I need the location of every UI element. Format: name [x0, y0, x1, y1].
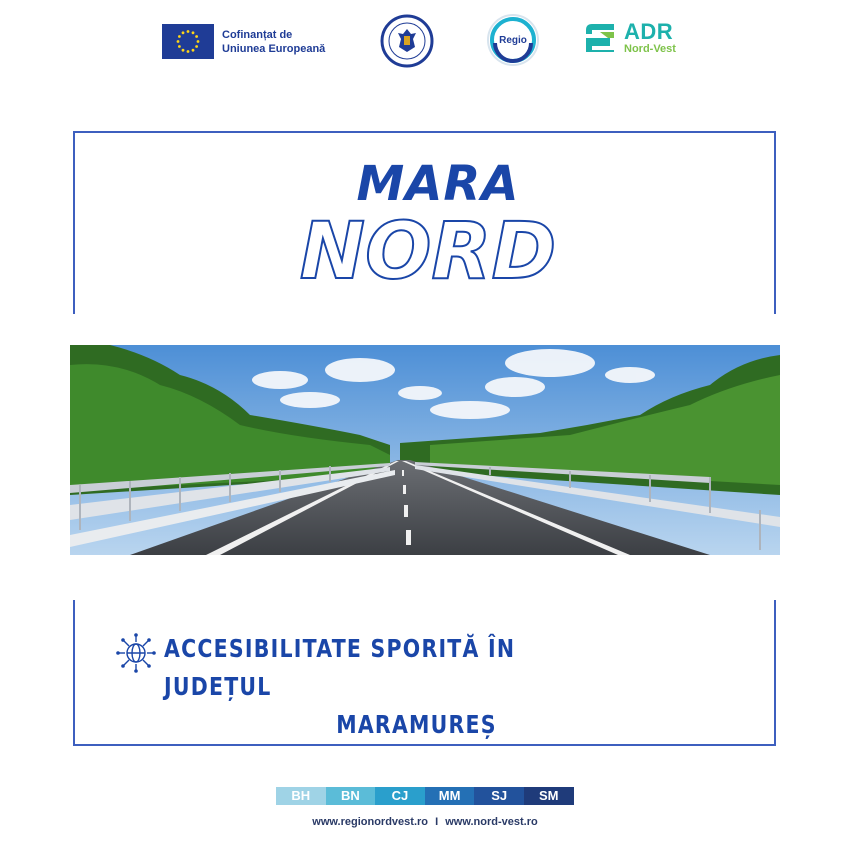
adr-nord-vest-logo — [582, 20, 676, 56]
headline-line2: MARAMUREȘ — [336, 710, 497, 739]
county-cj: CJ — [375, 787, 425, 805]
county-bh: BH — [276, 787, 326, 805]
eu-flag-icon — [162, 24, 214, 59]
eu-text-line1: Cofinanțat de — [222, 28, 293, 41]
county-mm: MM — [425, 787, 475, 805]
adr-name: ADR — [624, 19, 674, 44]
title-mara: MARA — [356, 156, 520, 212]
globe-network-icon — [116, 633, 156, 673]
eu-cofinancing-text — [222, 28, 325, 56]
eu-text-line2: Uniunea Europeană — [222, 42, 326, 55]
top-frame-line — [73, 131, 776, 133]
regio-label: Regio — [499, 35, 527, 46]
website-separator: I — [435, 816, 439, 828]
regio-logo — [486, 13, 540, 67]
website-nord-vest-link[interactable]: www.nord-vest.ro — [445, 816, 538, 828]
mara-nord-title — [270, 150, 590, 290]
romanian-government-logo — [380, 14, 434, 68]
county-code-strip — [276, 787, 574, 805]
headline — [164, 630, 623, 744]
title-nord: NORD — [299, 207, 557, 290]
bottom-frame-left — [73, 600, 75, 746]
bottom-frame-right — [774, 600, 776, 746]
website-links — [0, 816, 850, 828]
website-regionordvest-link[interactable]: www.regionordvest.ro — [312, 816, 429, 828]
bridge-road-photo — [70, 345, 780, 555]
top-frame-left — [73, 131, 75, 314]
headline-line1: ACCESIBILITATE SPORITĂ ÎN JUDEȚUL — [164, 634, 516, 701]
adr-subtitle: Nord-Vest — [624, 43, 676, 55]
county-sj: SJ — [474, 787, 524, 805]
county-sm: SM — [524, 787, 574, 805]
top-frame-right — [774, 131, 776, 314]
eu-cofinancing-logo — [162, 24, 325, 59]
adr-mark-icon — [582, 20, 618, 56]
bottom-frame-line — [73, 744, 776, 746]
county-bn: BN — [326, 787, 376, 805]
